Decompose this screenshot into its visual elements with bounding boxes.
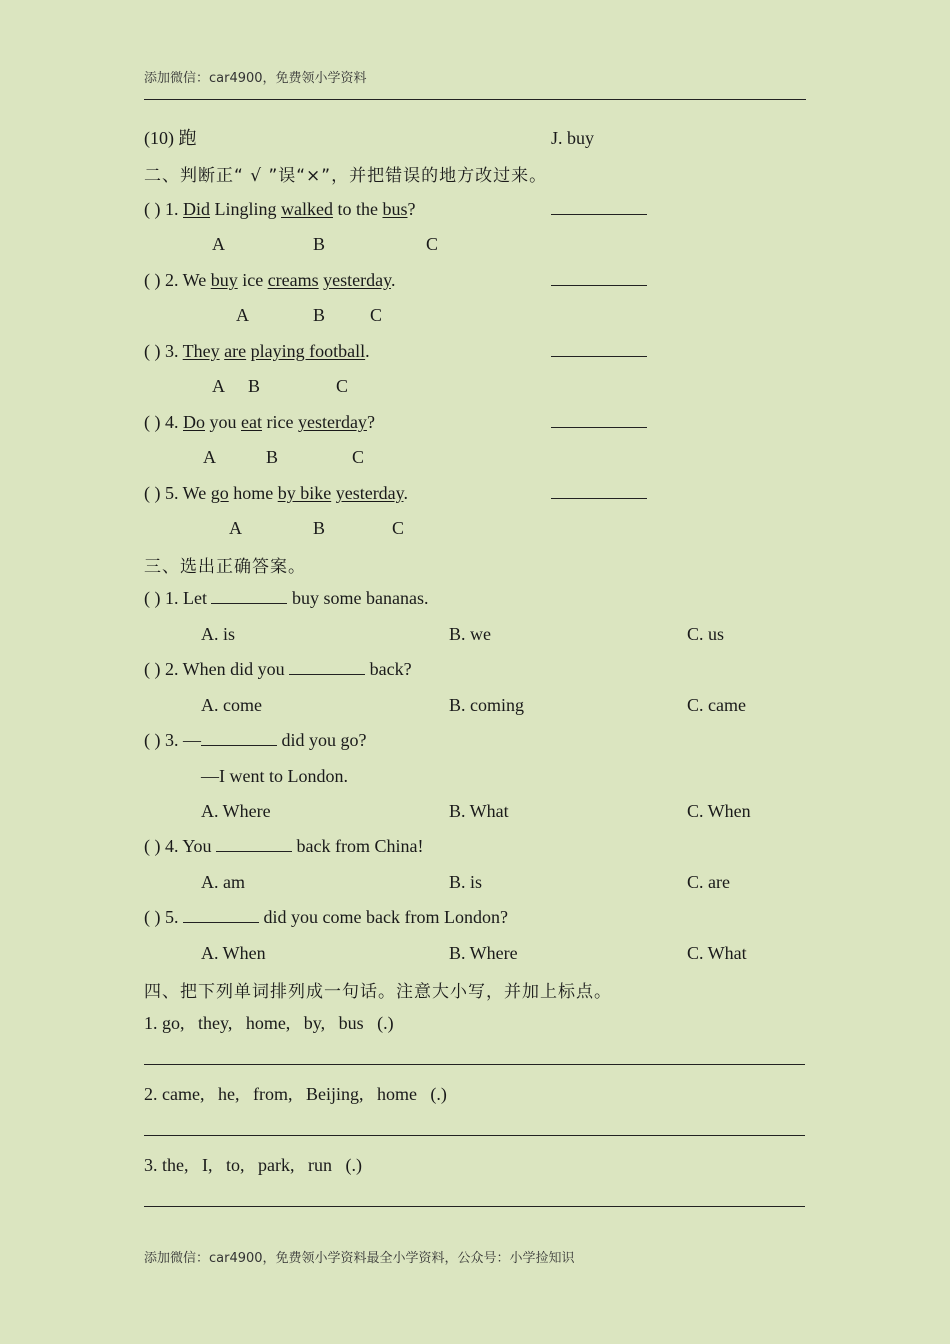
choice-option-a[interactable]: A. come xyxy=(201,695,262,715)
option-letter-b: B xyxy=(248,376,261,396)
option-letter-c: C xyxy=(352,447,365,467)
underlined-word-a: buy xyxy=(210,270,238,290)
answer-line-3[interactable] xyxy=(144,1206,805,1207)
option-letter-a: A xyxy=(229,518,242,538)
choice-option-a[interactable]: A. am xyxy=(201,872,245,892)
option-letter-b: B xyxy=(266,447,279,467)
underlined-word-a: They xyxy=(182,341,220,361)
option-letter-a: A xyxy=(212,376,225,396)
choice-option-a[interactable]: A. is xyxy=(201,624,236,644)
underlined-word-c: yesterday xyxy=(323,270,391,290)
correction-blank-4[interactable] xyxy=(551,427,647,428)
choice-question-5: ( ) 5. did you come back from London? xyxy=(144,907,508,927)
option-letter-a: A xyxy=(236,305,249,325)
reorder-question-1: 1. go, they, home, by, bus (.) xyxy=(144,1013,394,1033)
underlined-word-a: Did xyxy=(183,199,210,219)
option-letter-c: C xyxy=(426,234,439,254)
vocab-item-left: (10) 跑 xyxy=(144,128,197,148)
choice-option-c[interactable]: C. What xyxy=(687,943,747,963)
choice-option-c[interactable]: C. us xyxy=(687,624,725,644)
option-letter-c: C xyxy=(370,305,383,325)
page-footer: 添加微信：car4900，免费领小学资料最全小学资料，公众号：小学捡知识 xyxy=(144,1251,575,1266)
page-header: 添加微信：car4900，免费领小学资料 xyxy=(144,71,367,86)
judge-question-1: ( ) 1. Did Lingling walked to the bus? xyxy=(144,199,416,219)
option-letter-b: B xyxy=(313,234,326,254)
underlined-word-a: go xyxy=(210,483,229,503)
option-letter-a: A xyxy=(203,447,216,467)
fill-blank[interactable] xyxy=(201,729,277,746)
fill-blank[interactable] xyxy=(216,835,292,852)
section3-title: 三、选出正确答案。 xyxy=(144,557,306,577)
underlined-word-b: by bike xyxy=(277,483,332,503)
underlined-word-c: yesterday xyxy=(335,483,404,503)
fill-blank[interactable] xyxy=(183,906,259,923)
correction-blank-3[interactable] xyxy=(551,356,647,357)
choice-option-c[interactable]: C. are xyxy=(687,872,730,892)
underlined-word-c: yesterday xyxy=(297,412,367,432)
option-letter-a: A xyxy=(212,234,225,254)
reorder-question-3: 3. the, I, to, park, run (.) xyxy=(144,1155,362,1175)
option-letter-c: C xyxy=(392,518,405,538)
vocab-item-right: J. buy xyxy=(551,128,595,148)
section4-title: 四、把下列单词排列成一句话。注意大小写，并加上标点。 xyxy=(144,982,612,1002)
choice-question-1: ( ) 1. Let buy some bananas. xyxy=(144,588,429,608)
correction-blank-1[interactable] xyxy=(551,214,647,215)
underlined-word-a: Do xyxy=(183,412,205,432)
correction-blank-5[interactable] xyxy=(551,498,647,499)
choice-question-4: ( ) 4. You back from China! xyxy=(144,836,424,856)
judge-question-2: ( ) 2. We buy ice creams yesterday. xyxy=(144,270,396,290)
correction-blank-2[interactable] xyxy=(551,285,647,286)
option-letter-b: B xyxy=(313,518,326,538)
choice-option-a[interactable]: A. Where xyxy=(201,801,271,821)
choice-question-3: ( ) 3. — did you go? xyxy=(144,730,367,750)
fill-blank[interactable] xyxy=(289,658,365,675)
choice-option-c[interactable]: C. When xyxy=(687,801,751,821)
fill-blank[interactable] xyxy=(211,587,287,604)
option-letter-c: C xyxy=(336,376,349,396)
choice-option-b[interactable]: B. we xyxy=(449,624,491,644)
section2-title: 二、判断正“ √ ”误“×”，并把错误的地方改过来。 xyxy=(144,166,548,186)
judge-question-3: ( ) 3. They are playing football. xyxy=(144,341,370,361)
judge-question-4: ( ) 4. Do you eat rice yesterday? xyxy=(144,412,375,432)
underlined-word-b: eat xyxy=(241,412,262,432)
choice-option-b[interactable]: B. coming xyxy=(449,695,524,715)
underlined-word-b: are xyxy=(224,341,247,361)
choice-option-c[interactable]: C. came xyxy=(687,695,746,715)
answer-line-1[interactable] xyxy=(144,1064,805,1065)
choice-option-b[interactable]: B. is xyxy=(449,872,483,892)
underlined-word-b: creams xyxy=(267,270,319,290)
dialogue-reply: —I went to London. xyxy=(201,766,348,786)
judge-question-5: ( ) 5. We go home by bike yesterday. xyxy=(144,483,409,503)
header-divider xyxy=(144,99,806,100)
underlined-word-c: bus xyxy=(382,199,408,219)
option-letter-b: B xyxy=(313,305,326,325)
choice-option-b[interactable]: B. What xyxy=(449,801,509,821)
choice-option-b[interactable]: B. Where xyxy=(449,943,518,963)
underlined-word-c: playing football xyxy=(250,341,366,361)
answer-line-2[interactable] xyxy=(144,1135,805,1136)
choice-option-a[interactable]: A. When xyxy=(201,943,266,963)
underlined-word-b: walked xyxy=(281,199,333,219)
choice-question-2: ( ) 2. When did you back? xyxy=(144,659,412,679)
reorder-question-2: 2. came, he, from, Beijing, home (.) xyxy=(144,1084,447,1104)
